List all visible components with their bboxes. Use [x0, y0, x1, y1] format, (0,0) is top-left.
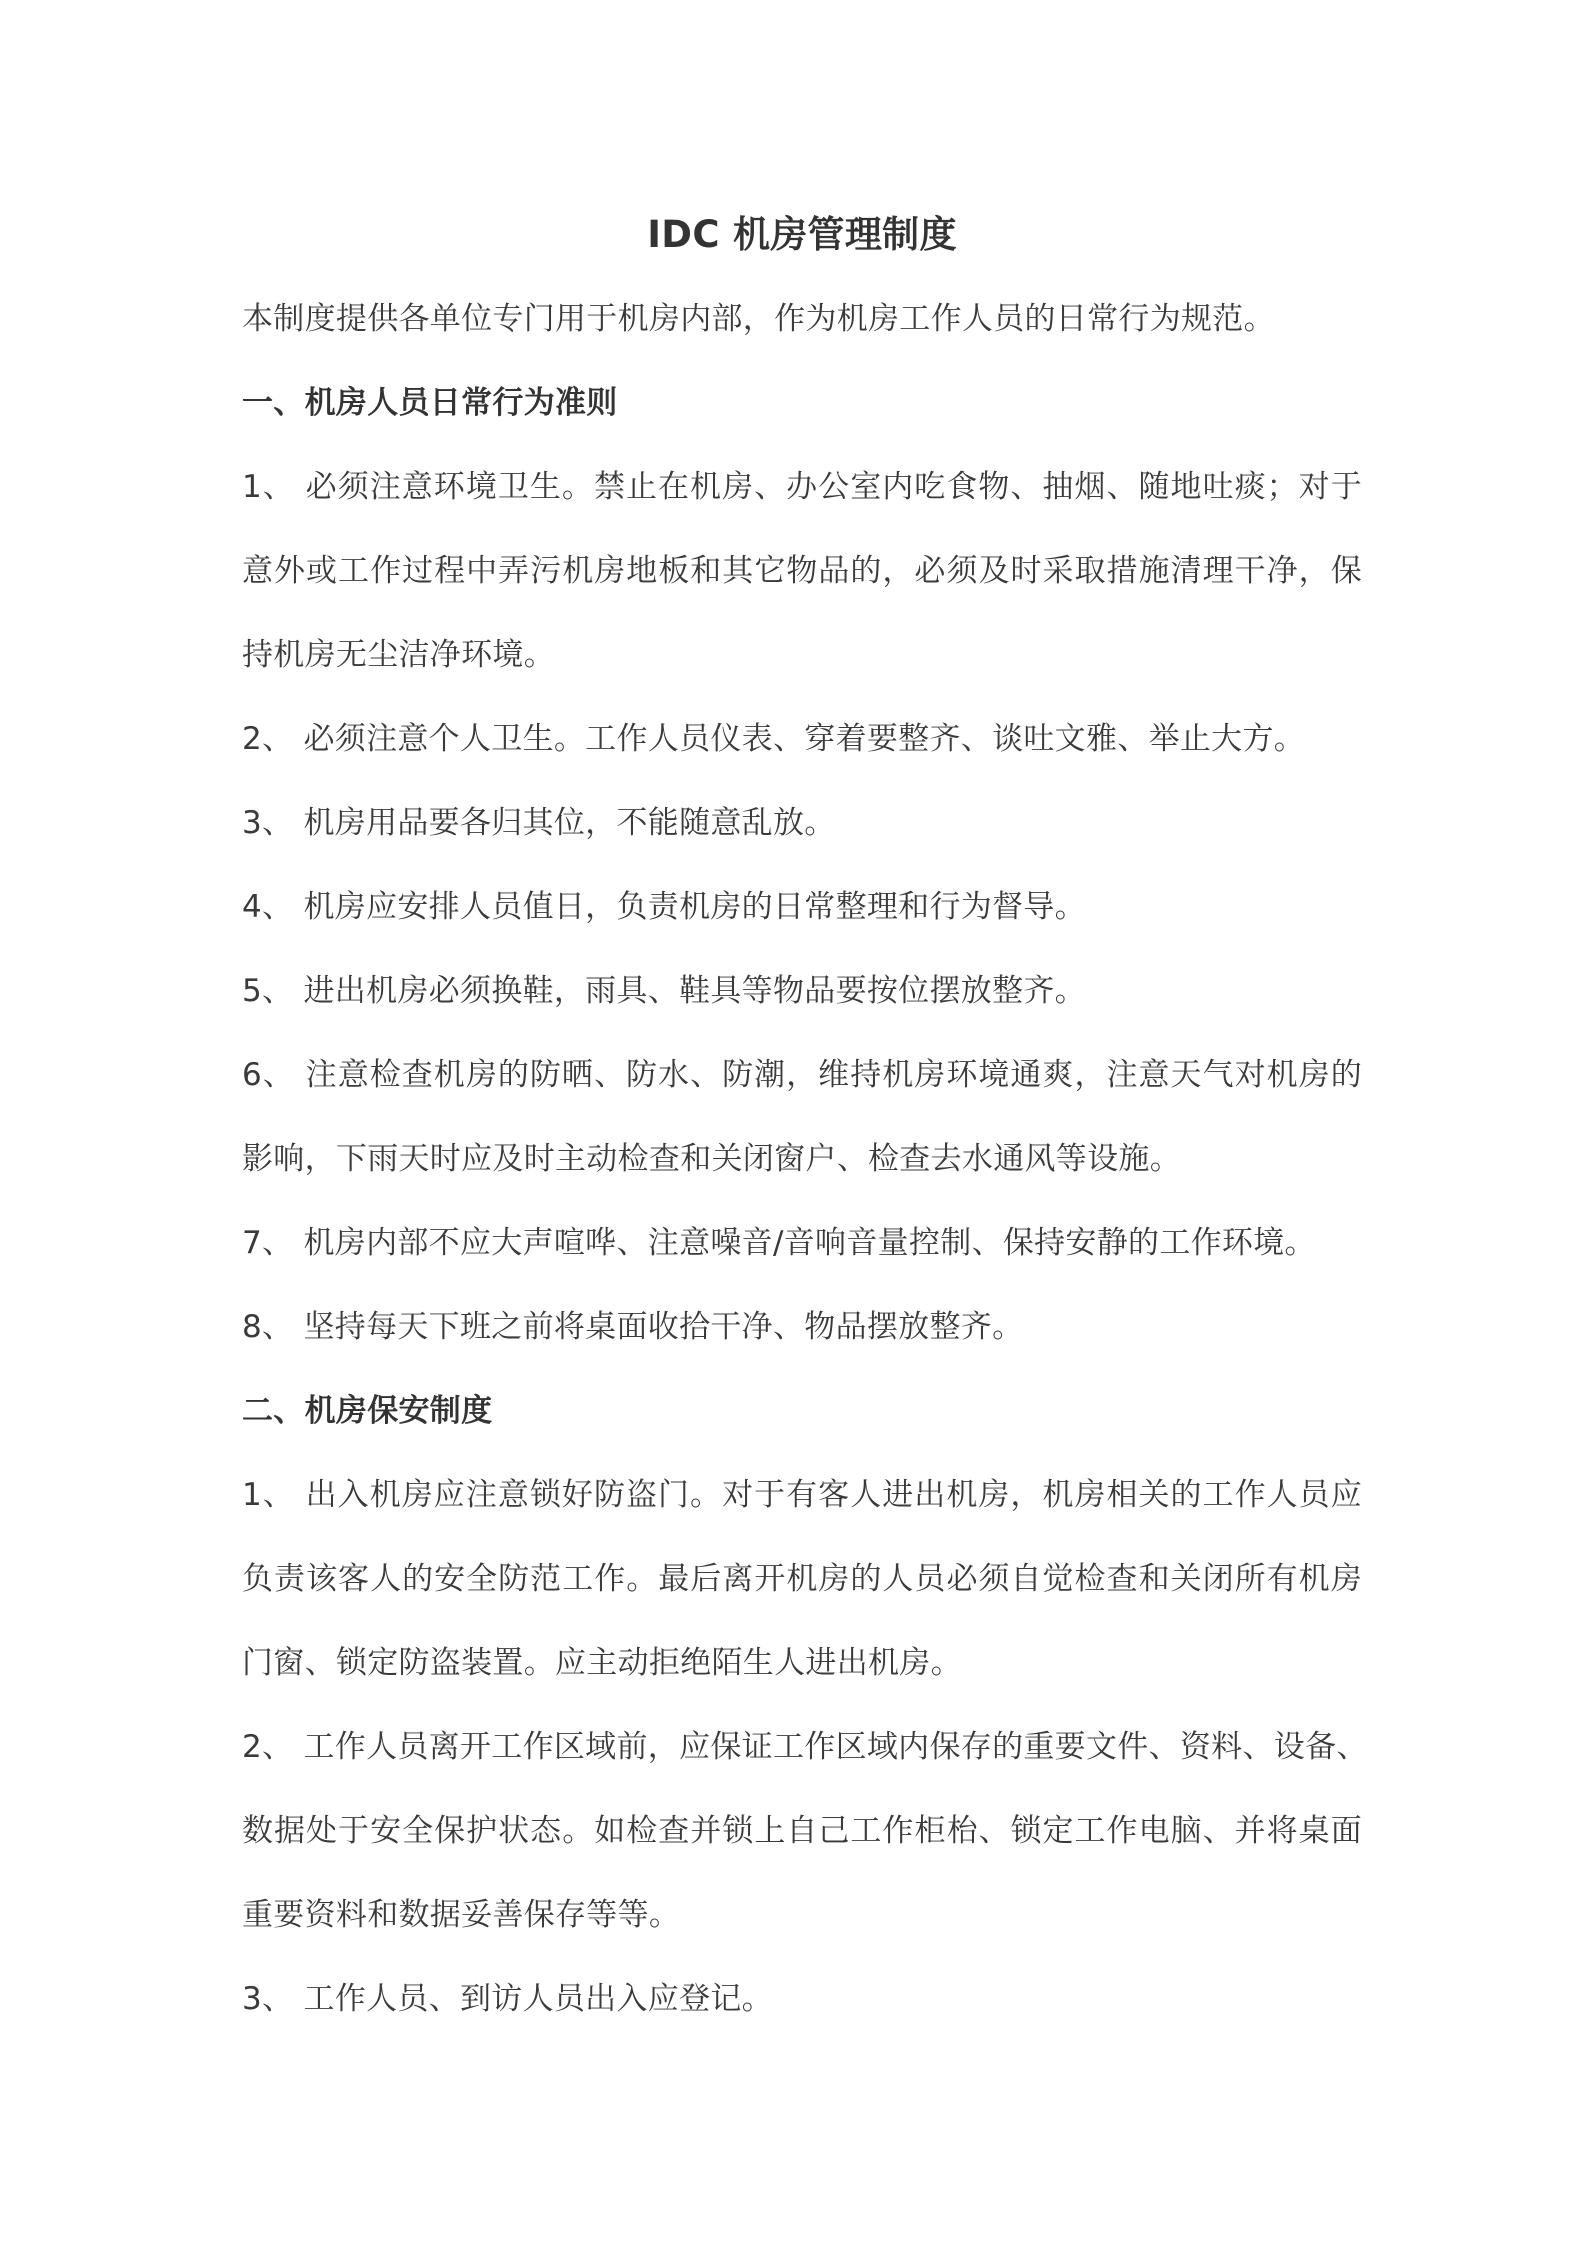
- paragraph-line: 2、 必须注意个人卫生。工作人员仪表、穿着要整齐、谈吐文雅、举止大方。: [242, 721, 1306, 757]
- list-item: [242, 1033, 1362, 1201]
- section-heading: 一、机房人员日常行为准则: [242, 385, 618, 421]
- paragraph-line: 意外或工作过程中弄污机房地板和其它物品的，必须及时采取措施清理干净，保: [242, 553, 1362, 589]
- intro-paragraph: 本制度提供各单位专门用于机房内部，作为机房工作人员的日常行为规范。: [242, 301, 1275, 337]
- paragraph-line: 影响，下雨天时应及时主动检查和关闭窗户、检查去水通风等设施。: [242, 1141, 1181, 1177]
- paragraph-line: 5、 进出机房必须换鞋，雨具、鞋具等物品要按位摆放整齐。: [242, 973, 1086, 1009]
- list-item: [242, 781, 1362, 865]
- section-1-items: [242, 445, 1362, 1369]
- list-item: [242, 697, 1362, 781]
- paragraph-line: 负责该客人的安全防范工作。最后离开机房的人员必须自觉检查和关闭所有机房: [242, 1561, 1362, 1597]
- paragraph-line: 7、 机房内部不应大声喧哗、注意噪音/音响音量控制、保持安静的工作环境。: [242, 1225, 1316, 1261]
- paragraph-line: 门窗、锁定防盗装置。应主动拒绝陌生人进出机房。: [242, 1645, 962, 1681]
- section-2-items: [242, 1453, 1368, 2041]
- document-page: [242, 193, 1368, 2041]
- list-item: [242, 1201, 1362, 1285]
- paragraph-line: 持机房无尘洁净环境。: [242, 637, 555, 673]
- list-item: [242, 1705, 1368, 1957]
- paragraph-line: 1、 必须注意环境卫生。禁止在机房、办公室内吃食物、抽烟、随地吐痰；对于: [242, 469, 1362, 505]
- list-item: [242, 1285, 1362, 1369]
- paragraph-line: 6、 注意检查机房的防晒、防水、防潮，维持机房环境通爽，注意天气对机房的: [242, 1057, 1362, 1093]
- paragraph-line: 3、 机房用品要各归其位，不能随意乱放。: [242, 805, 836, 841]
- list-item: [242, 445, 1362, 697]
- list-item: [242, 1453, 1362, 1705]
- list-item: [242, 1957, 1362, 2041]
- paragraph-line: 8、 坚持每天下班之前将桌面收拾干净、物品摆放整齐。: [242, 1309, 1024, 1345]
- paragraph-line: 数据处于安全保护状态。如检查并锁上自己工作柜枱、锁定工作电脑、并将桌面: [242, 1813, 1362, 1849]
- document-title: IDC 机房管理制度: [647, 213, 957, 256]
- paragraph-line: 3、 工作人员、到访人员出入应登记。: [242, 1981, 773, 2017]
- section-heading: 二、机房保安制度: [242, 1393, 493, 1429]
- paragraph-line: 重要资料和数据妥善保存等等。: [242, 1897, 681, 1933]
- paragraph-line: 4、 机房应安排人员值日，负责机房的日常整理和行为督导。: [242, 889, 1086, 925]
- paragraph-line: 1、 出入机房应注意锁好防盗门。对于有客人进出机房，机房相关的工作人员应: [242, 1477, 1362, 1513]
- list-item: [242, 949, 1362, 1033]
- list-item: [242, 865, 1362, 949]
- paragraph-line: 2、 工作人员离开工作区域前，应保证工作区域内保存的重要文件、资料、设备、: [242, 1729, 1368, 1765]
